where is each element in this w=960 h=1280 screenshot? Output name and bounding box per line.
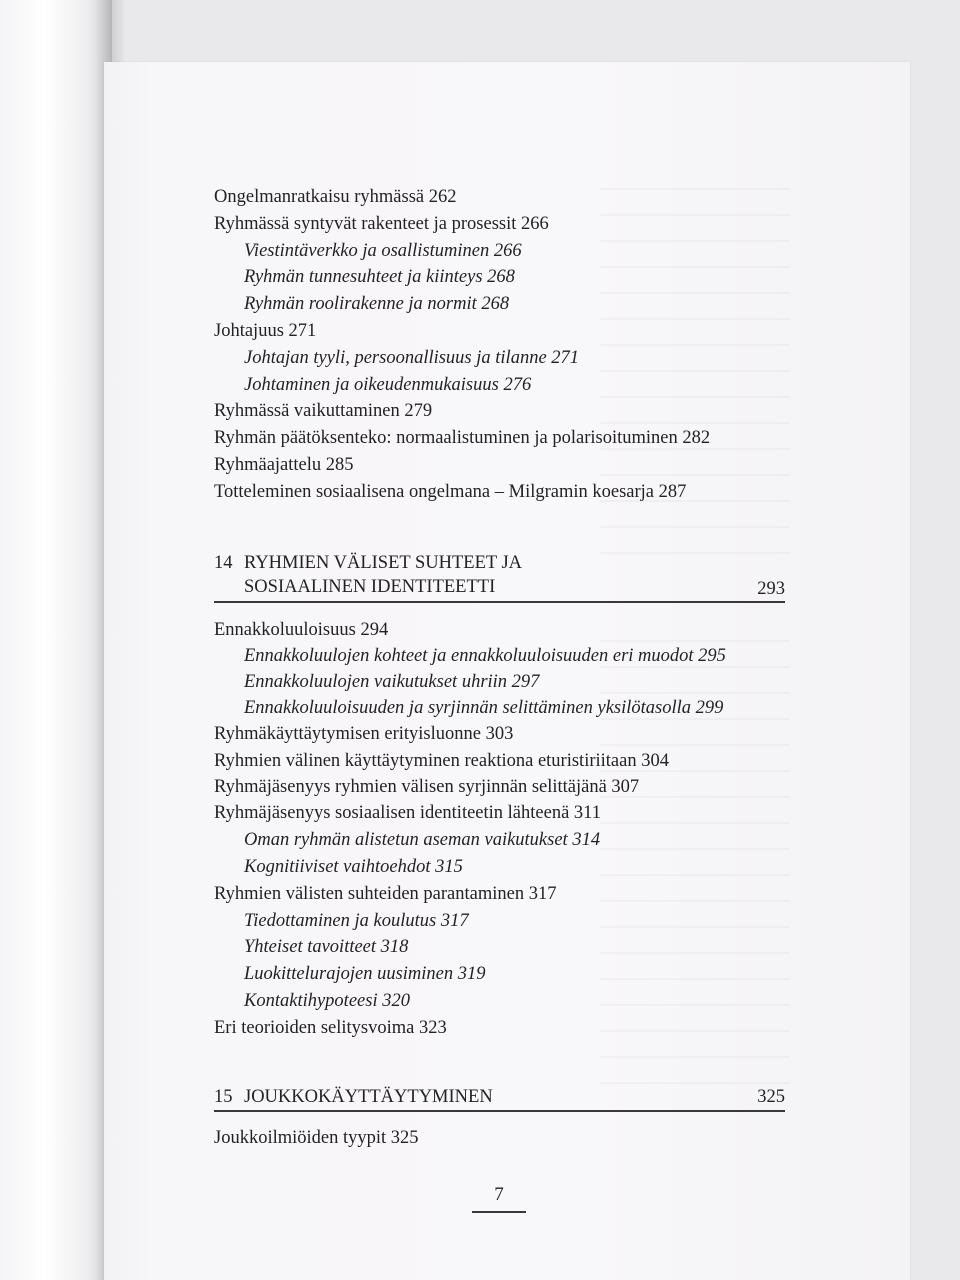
toc-subentry: Ennakkoluulojen kohteet ja ennakkoluuloisuuden eri muodot 295 bbox=[244, 646, 726, 666]
toc-entry: Joukkoilmiöiden tyypit 325 bbox=[214, 1128, 419, 1148]
chapter-page: 293 bbox=[757, 579, 785, 599]
toc-subentry: Kontaktihypoteesi 320 bbox=[244, 991, 410, 1011]
toc-subentry: Ryhmän tunnesuhteet ja kiinteys 268 bbox=[244, 267, 515, 287]
toc-subentry: Ryhmän roolirakenne ja normit 268 bbox=[244, 294, 510, 314]
toc-entry: Ennakkoluuloisuus 294 bbox=[214, 620, 389, 640]
toc-entry: Ryhmän päätöksenteko: normaalistuminen ja polarisoituminen 282 bbox=[214, 428, 711, 448]
chapter-rule bbox=[214, 601, 785, 603]
toc-subentry: Oman ryhmän alistetun aseman vaikutukset 314 bbox=[244, 830, 601, 850]
toc-entry: Ryhmäkäyttäytymisen erityisluonne 303 bbox=[214, 724, 514, 744]
chapter-heading-15 bbox=[214, 1085, 785, 1111]
toc-entry: Ryhmäjäsenyys ryhmien välisen syrjinnän selittäjänä 307 bbox=[214, 777, 640, 797]
chapter-number: 14 bbox=[214, 553, 233, 573]
toc-entry: Ryhmässä syntyvät rakenteet ja prosessit 266 bbox=[214, 214, 549, 234]
toc-entry: Ryhmäajattelu 285 bbox=[214, 455, 354, 475]
chapter-title: RYHMIEN VÄLISET SUHTEET JA bbox=[244, 553, 523, 573]
toc-subentry: Johtaminen ja oikeudenmukaisuus 276 bbox=[244, 375, 532, 395]
toc-subentry: Johtajan tyyli, persoonallisuus ja tilanne 271 bbox=[244, 348, 580, 368]
show-through-text bbox=[600, 188, 790, 568]
toc-subentry: Viestintäverkko ja osallistuminen 266 bbox=[244, 241, 522, 261]
toc-entry: Totteleminen sosiaalisena ongelmana – Milgramin koesarja 287 bbox=[214, 482, 687, 502]
toc-entry: Ryhmien välisten suhteiden parantaminen 317 bbox=[214, 884, 557, 904]
toc-subentry: Tiedottaminen ja koulutus 317 bbox=[244, 911, 469, 931]
chapter-rule bbox=[214, 1110, 785, 1112]
toc-subentry: Ennakkoluuloisuuden ja syrjinnän selittäminen yksilötasolla 299 bbox=[244, 698, 724, 718]
toc-subentry: Yhteiset tavoitteet 318 bbox=[244, 937, 409, 957]
toc-subentry: Ennakkoluulojen vaikutukset uhriin 297 bbox=[244, 672, 540, 692]
chapter-heading-14 bbox=[214, 551, 785, 603]
toc-entry: Ryhmässä vaikuttaminen 279 bbox=[214, 401, 433, 421]
chapter-title-continued: SOSIAALINEN IDENTITEETTI bbox=[244, 577, 496, 597]
chapter-title: JOUKKOKÄYTTÄYTYMINEN bbox=[244, 1087, 493, 1107]
toc-subentry: Luokittelurajojen uusiminen 319 bbox=[244, 964, 486, 984]
toc-entry: Johtajuus 271 bbox=[214, 321, 317, 341]
page-number-rule bbox=[472, 1211, 526, 1213]
chapter-number: 15 bbox=[214, 1087, 233, 1107]
page-number: 7 bbox=[494, 1184, 504, 1205]
toc-entry: Eri teorioiden selitysvoima 323 bbox=[214, 1018, 447, 1038]
toc-entry: Ryhmäjäsenyys sosiaalisen identiteetin lähteenä 311 bbox=[214, 803, 601, 823]
toc-subentry: Kognitiiviset vaihtoehdot 315 bbox=[244, 857, 463, 877]
toc-entry: Ongelmanratkaisu ryhmässä 262 bbox=[214, 187, 457, 207]
toc-entry: Ryhmien välinen käyttäytyminen reaktiona eturistiriitaan 304 bbox=[214, 751, 669, 771]
chapter-page: 325 bbox=[757, 1087, 785, 1107]
